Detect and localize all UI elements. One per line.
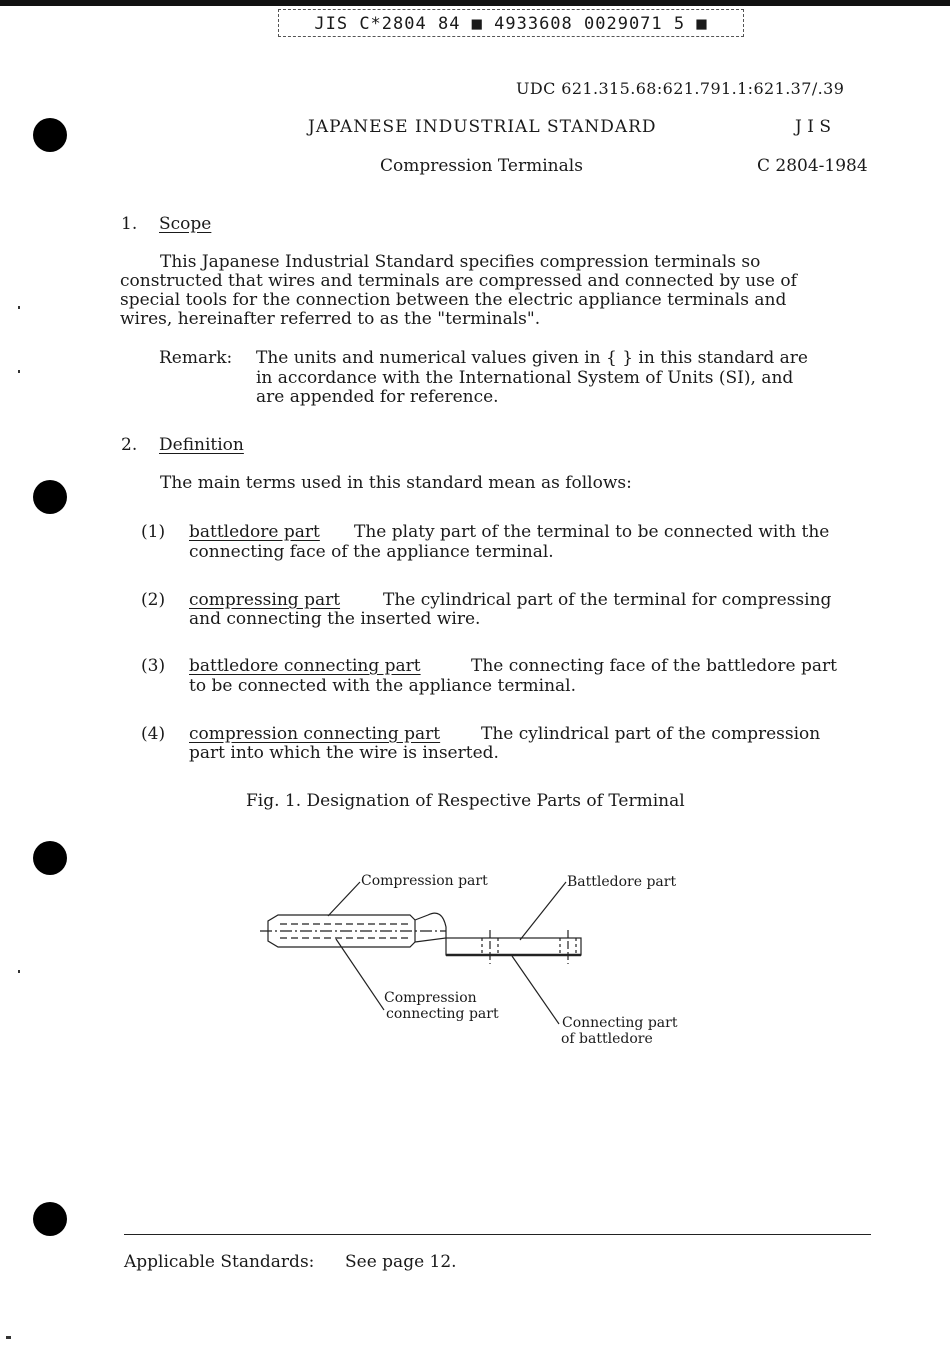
item-text: The cylindrical part of the compression [481,724,821,744]
leader-compression-part [328,882,360,916]
remark-line: The units and numerical values given in { } in this standard are [256,348,808,368]
doc-number: C 2804-1984 [757,156,868,176]
standard-title: JAPANESE INDUSTRIAL STANDARD [308,117,657,137]
top-scan-border [0,0,950,6]
item-number: (4) [141,724,166,744]
item-term: compressing part [189,590,341,610]
label-compression-connecting: connecting part [386,1006,499,1022]
figure-caption: Fig. 1. Designation of Respective Parts of Terminal [246,791,685,811]
scan-speck [18,970,20,973]
item-number: (1) [141,522,166,542]
item-text: to be connected with the appliance terminal. [189,676,576,696]
applicable-standards-text: See page 12. [345,1252,457,1272]
item-number: (3) [141,656,166,676]
binder-hole [33,480,67,514]
remark-line: in accordance with the International System of Units (SI), and [256,368,794,388]
definition-intro: The main terms used in this standard mean as follows: [160,473,632,493]
label-connecting-battledore: Connecting part [562,1015,678,1031]
header-code: JIS C*2804 84 ■ 4933608 0029071 5 ■ [278,9,744,37]
label-battledore-part: Battledore part [567,874,677,890]
item-text: The cylindrical part of the terminal for compressing [383,590,832,610]
remark-line: are appended for reference. [256,387,499,407]
item-text: The connecting face of the battledore part [471,656,837,676]
scope-line: This Japanese Industrial Standard specifies compression terminals so [160,252,761,272]
item-text: The platy part of the terminal to be connected with the [354,522,830,542]
scope-line: constructed that wires and terminals are compressed and connected by use of [120,271,797,291]
item-number: (2) [141,590,166,610]
leader-connecting-battledore [512,956,559,1024]
scope-line: wires, hereinafter referred to as the "terminals". [120,309,541,329]
scope-line: special tools for the connection between the electric appliance terminals and [120,290,787,310]
label-compression-part: Compression part [361,873,488,889]
item-text: connecting face of the appliance terminal. [189,542,554,562]
label-connecting-battledore: of battledore [561,1031,653,1047]
leader-compression-connecting [336,939,384,1010]
leader-battledore-part [520,882,566,940]
item-text: and connecting the inserted wire. [189,609,481,629]
scan-speck [18,306,20,309]
doc-title: Compression Terminals [380,156,583,176]
terminal-neck [415,913,446,942]
section-number: 1. [121,214,138,234]
terminal-figure [250,860,700,1060]
binder-hole [33,118,67,152]
scan-speck [6,1336,11,1339]
applicable-standards-label: Applicable Standards: [124,1252,315,1272]
section-heading: Scope [159,214,212,234]
item-term: battledore connecting part [189,656,421,676]
section-heading: Definition [159,435,244,455]
section-number: 2. [121,435,138,455]
standard-abbr: J I S [795,117,831,137]
battledore-plate [446,938,581,955]
item-term: compression connecting part [189,724,441,744]
binder-hole [33,1202,67,1236]
item-term: battledore part [189,522,320,542]
label-compression-connecting: Compression [384,990,477,1006]
udc-number: UDC 621.315.68:621.791.1:621.37/.39 [516,79,845,98]
footer-rule [124,1234,871,1235]
remark-label: Remark: [159,348,233,368]
item-text: part into which the wire is inserted. [189,743,499,763]
binder-hole [33,841,67,875]
scan-speck [18,370,20,373]
